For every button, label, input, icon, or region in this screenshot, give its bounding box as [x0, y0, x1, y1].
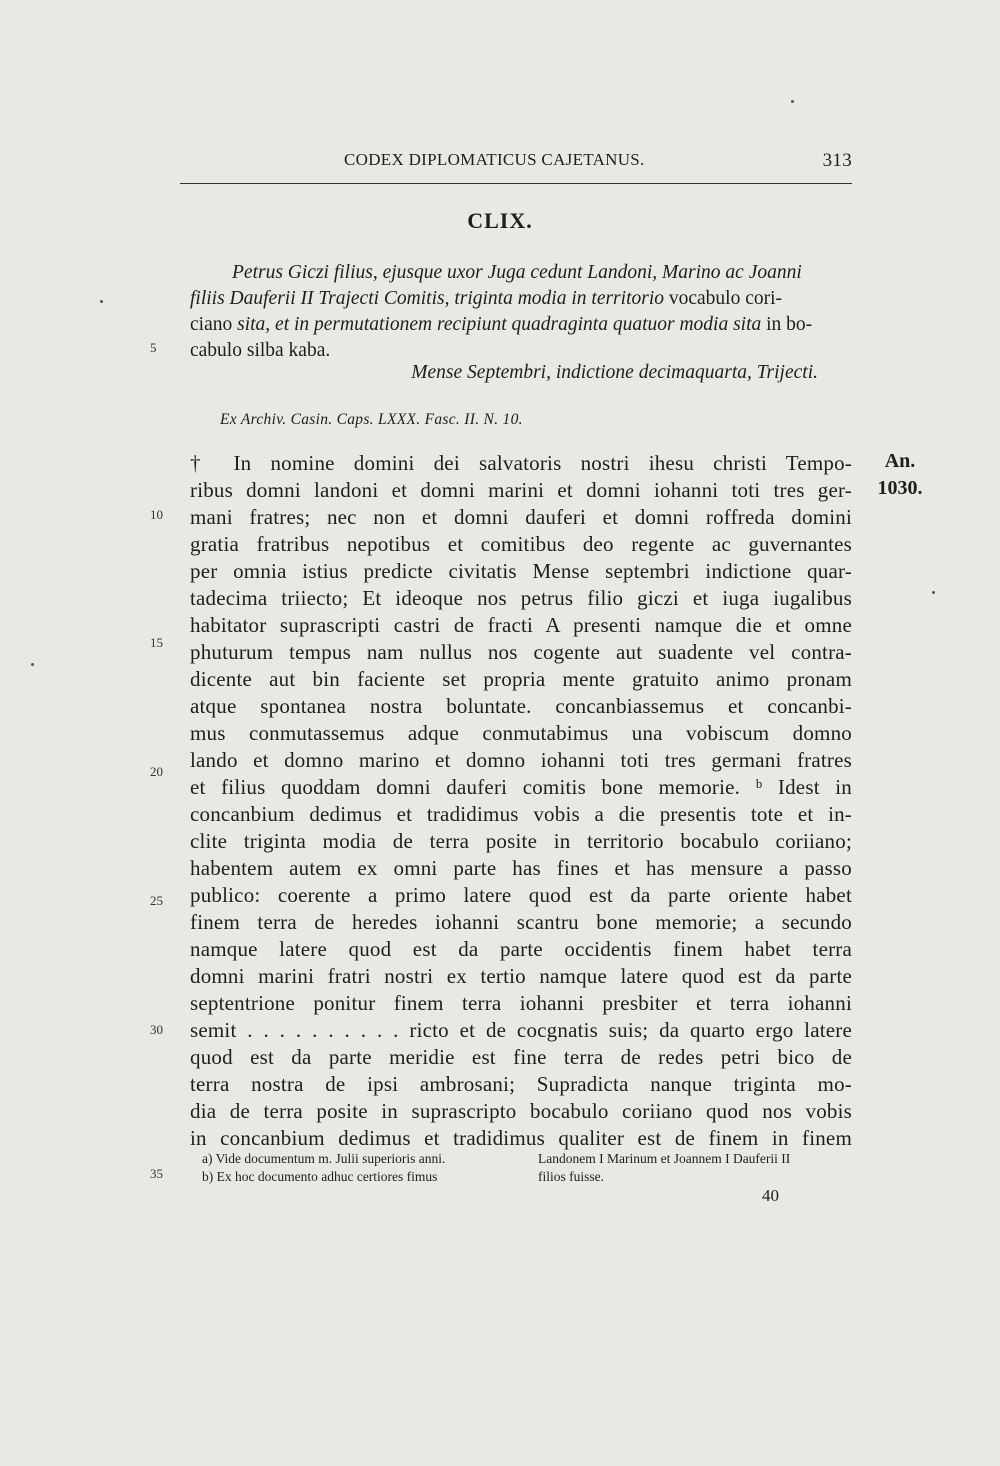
body-line: per omnia istius predicte civitatis Mense septembri indictione quar-	[190, 559, 852, 583]
body-line: tadecima triiecto; Et ideoque nos petrus filio giczi et iuga iugalibus	[190, 586, 852, 610]
paper-speck	[932, 591, 935, 594]
header-title: CODEX DIPLOMATICUS CAJETANUS.	[344, 150, 645, 169]
line-number: 15	[150, 635, 163, 650]
summary-line: Petrus Giczi filius, ejusque uxor Juga cedunt Landoni, Marino ac Joanni	[232, 262, 802, 283]
body-line: domni marini fratri nostri ex tertio namque latere quod est da parte	[190, 964, 852, 988]
body-line: terra nostra de ipsi ambrosani; Supradicta nanque triginta mo-	[190, 1072, 852, 1096]
document-number: CLIX.	[467, 208, 533, 233]
body-line: phuturum tempus nam nullus nos cogente aut suadente vel contra-	[190, 640, 852, 664]
line-number: 5	[150, 340, 157, 355]
body-line: in concanbium dedimus et tradidimus qualiter est de finem in finem	[190, 1126, 852, 1150]
footnote-continuation: filios fuisse.	[538, 1169, 604, 1184]
body-line: ribus domni landoni et domni marini et domni iohanni toti tres ger-	[190, 478, 852, 502]
paper-speck	[31, 663, 34, 666]
summary-line: filiis Dauferii II Trajecti Comitis, triginta modia in territorio vocabulo cori-	[190, 288, 783, 309]
signature-mark: 40	[762, 1186, 779, 1205]
paper-speck	[100, 300, 103, 303]
footnote-continuation: Landonem I Marinum et Joannem I Dauferii II	[538, 1151, 791, 1166]
summary-line: ciano sita, et in permutationem recipiunt quadraginta quatuor modia sita in bo-	[190, 314, 813, 335]
body-line: clite triginta modia de terra posite in territorio bocabulo coriiano;	[190, 829, 852, 853]
body-line: semit . . . . . . . . . . ricto et de cocgnatis suis; da quarto ergo latere	[190, 1018, 852, 1042]
body-line: mus conmutassemus adque conmutabimus una vobiscum domno	[190, 721, 852, 745]
body-line: et filius quoddam domni dauferi comitis bone memorie. ᵇ Idest in	[190, 775, 852, 799]
line-number: 30	[150, 1022, 163, 1037]
line-number: 20	[150, 764, 163, 779]
body-line: gratia fratribus nepotibus et comitibus deo regente ac guvernantes	[190, 532, 852, 556]
body-line: mani fratres; nec non et domni dauferi et domni roffreda domini	[190, 505, 852, 529]
body-line: habentem autem ex omni parte has fines et has mensure a passo	[190, 856, 852, 880]
page-number: 313	[822, 150, 852, 171]
archive-source: Ex Archiv. Casin. Caps. LXXX. Fasc. II. N. 10.	[220, 411, 523, 428]
body-line: concanbium dedimus et tradidimus vobis a die presentis tote et in-	[190, 802, 852, 826]
body-line: lando et domno marino et domno iohanni toti tres germani fratres	[190, 748, 852, 772]
line-number: 10	[150, 507, 163, 522]
body-line: dicente aut bin faciente set propria mente gratuito animo pronam	[190, 667, 852, 691]
footnote-b: b) Ex hoc documento adhuc certiores fimus	[202, 1169, 438, 1184]
body-line: finem terra de heredes iohanni scantru bone memorie; a secundo	[190, 910, 852, 934]
body-line: quod est da parte meridie est fine terra de redes petri bico de	[190, 1045, 852, 1069]
margin-year: An. 1030.	[877, 450, 923, 499]
body-line: dia de terra posite in suprascripto bocabulo coriiano quod nos vobis	[190, 1099, 852, 1123]
body-line: atque spontanea nostra boluntate. concanbiassemus et concanbi-	[190, 694, 852, 718]
footnote-a: a) Vide documentum m. Julii superioris anni.	[202, 1151, 446, 1166]
header-rule	[180, 183, 852, 184]
paper-speck	[791, 100, 794, 103]
line-number: 35	[150, 1166, 163, 1181]
body-line: habitator suprascripti castri de fracti A presenti namque die et omne	[190, 613, 852, 637]
body-line: septentrione ponitur finem terra iohanni presbiter et terra iohanni	[190, 991, 852, 1015]
line-number: 25	[150, 893, 163, 908]
body-line: namque latere quod est da parte occidentis finem habet terra	[190, 937, 852, 961]
body-line: publico: coerente a primo latere quod est da parte oriente habet	[190, 883, 852, 907]
running-header	[180, 146, 852, 176]
summary-line: cabulo silba kaba.	[190, 340, 331, 361]
dating-clause: Mense Septembri, indictione decimaquarta, Trijecti.	[411, 362, 818, 383]
body-line: † In nomine domini dei salvatoris nostri ihesu christi Tempo-	[190, 451, 852, 475]
